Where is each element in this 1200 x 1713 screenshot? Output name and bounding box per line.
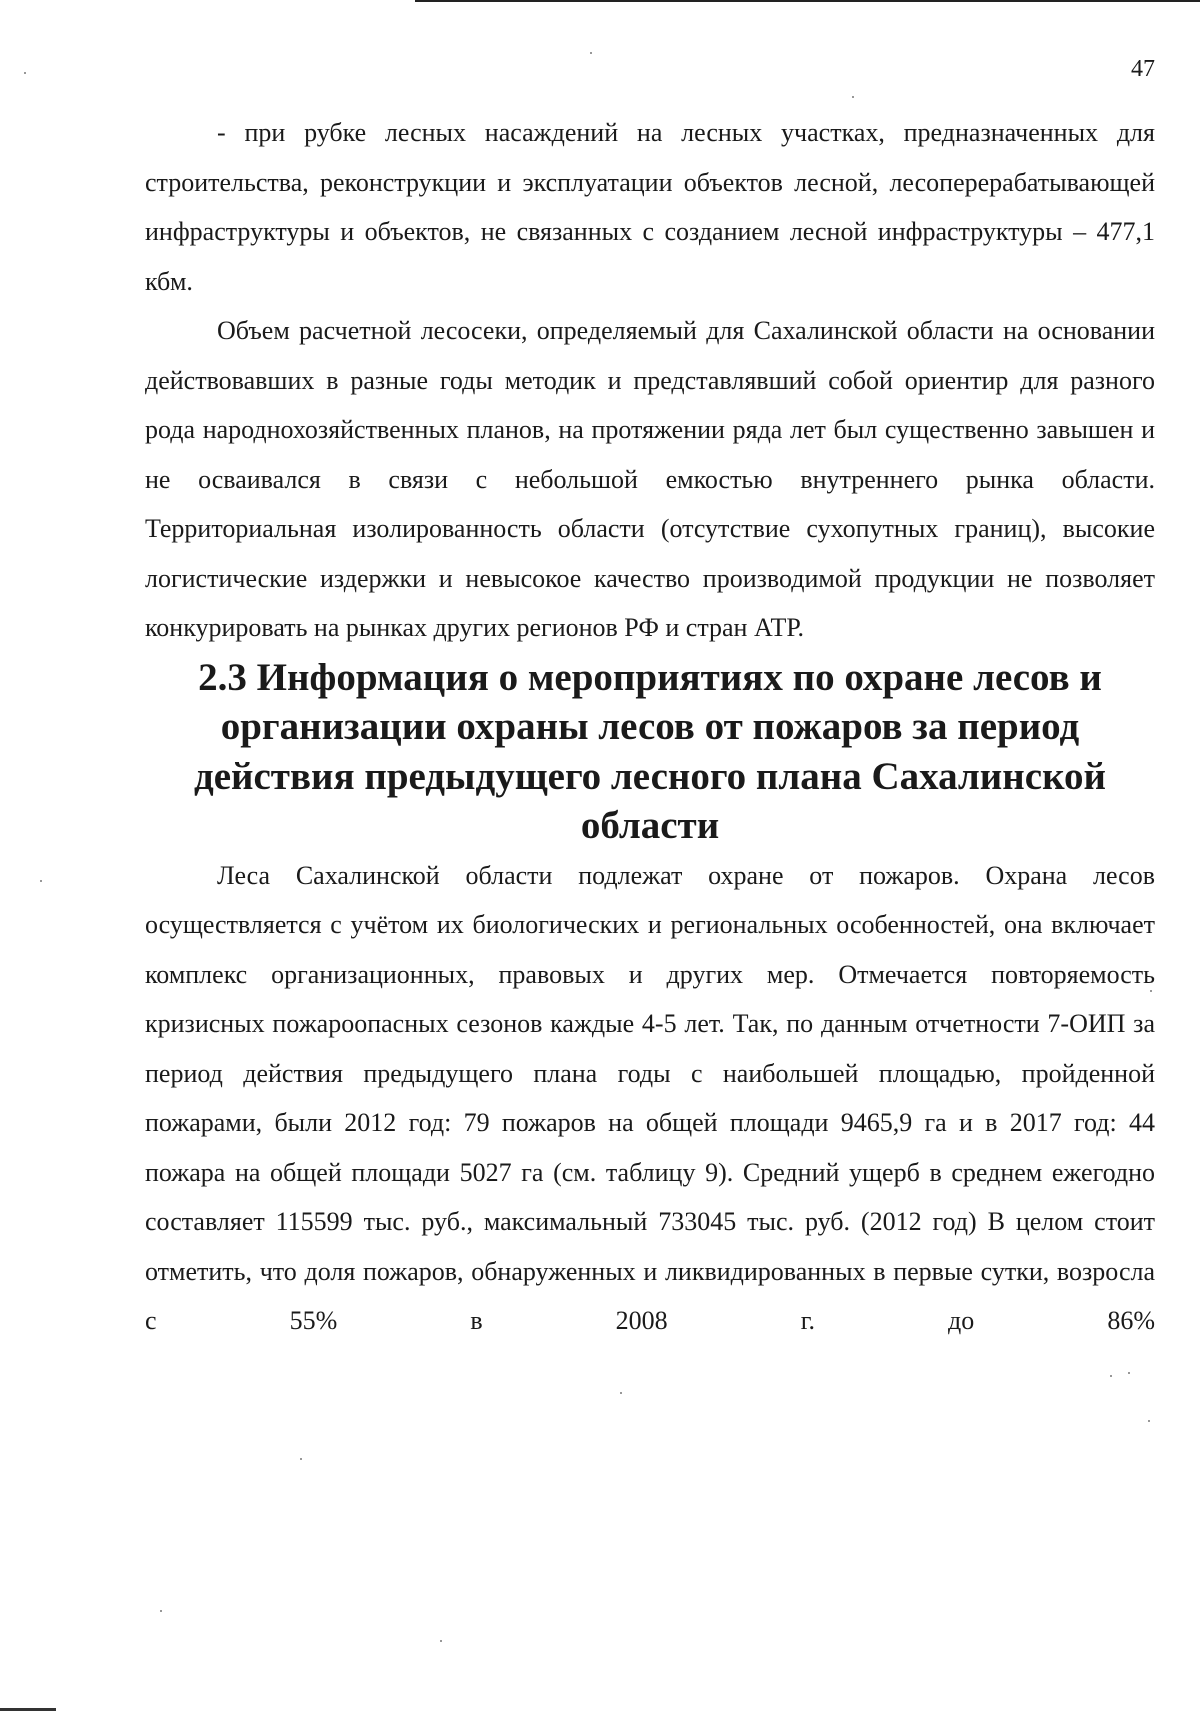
scan-speck xyxy=(1150,990,1152,992)
paragraph-logging-volume: - при рубке лесных насаждений на лесных участках, предназначенных для строительства, реконструкции и эксплуатации объектов лесной, лесоперерабатывающей инфраструктуры и объектов, не связанных с созданием лесной инфраструктуры – 477,1 кбм. xyxy=(145,118,1155,296)
scan-speck xyxy=(1110,1375,1112,1377)
scan-speck xyxy=(590,52,592,54)
bottom-scan-edge xyxy=(0,1708,56,1711)
scan-speck xyxy=(1128,1372,1130,1374)
scan-speck xyxy=(620,1392,622,1394)
scan-speck xyxy=(852,96,854,98)
scan-speck xyxy=(300,1458,302,1460)
scan-speck xyxy=(160,1610,162,1612)
paragraph-fire-protection: Леса Сахалинской области подлежат охране от пожаров. Охрана лесов осуществляется с учётом их биологических и региональных особенностей, она включает комплекс организационных, правовых и других мер. Отмечается повторяемость кризисных пожароопасных сезонов каждые 4-5 лет. Так, по данным отчетности 7-ОИП за период действия предыдущего плана годы с наибольшей площадью, пройденной пожарами, были 2012 год: 79 пожаров на общей площади 9465,9 га и в 2017 год: 44 пожара на общей площади 5027 га (см. таблицу 9). Средний ущерб в среднем ежегодно составляет 115599 тыс. руб., максимальный 733045 тыс. руб. (2012 год) В целом стоит отметить, что доля пожаров, обнаруженных и ликвидированных в первые сутки, возросла с 55% в 2008 г. до 86% xyxy=(145,860,1155,1335)
scan-speck xyxy=(440,1640,442,1642)
top-border-line xyxy=(415,0,1200,2)
scan-speck xyxy=(24,72,26,74)
scan-speck xyxy=(40,880,42,882)
page-number: 47 xyxy=(1131,56,1155,82)
paragraph-allowable-cut: Объем расчетной лесосеки, определяемый для Сахалинской области на основании действовавших в разные годы методик и представлявший собой ориентир для разного рода народнохозяйственных планов, на протяжении ряда лет был существенно завышен и не осваивался в связи с небольшой емкостью внутреннего рынка области. Территориальная изолированность области (отсутствие сухопутных границ), высокие логистические издержки и невысокое качество производимой продукции не позволяет конкурировать на рынках других регионов РФ и стран АТР. xyxy=(145,316,1155,642)
section-heading: 2.3 Информация о мероприятиях по охране лесов и организации охраны лесов от пожаров за период действия предыдущего лесного плана Сахалинской области xyxy=(193,655,1106,847)
document-body xyxy=(145,108,1155,1346)
scan-speck xyxy=(1148,1420,1150,1422)
